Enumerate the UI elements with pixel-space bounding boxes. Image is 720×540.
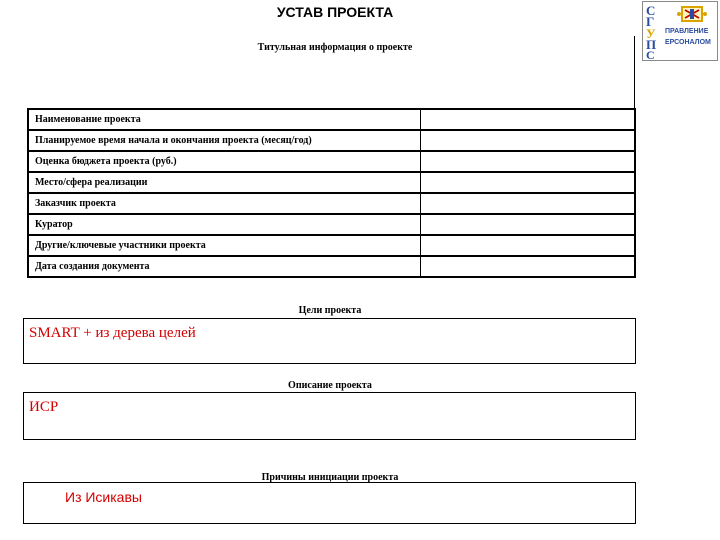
- logo-letter-4: П: [646, 37, 657, 52]
- row-value-field[interactable]: [421, 193, 635, 214]
- logo-letter-1: С: [646, 3, 656, 18]
- row-value-field[interactable]: [421, 235, 635, 256]
- row-label: Дата создания документа: [28, 256, 421, 277]
- crest-icon: [677, 6, 707, 22]
- table-row: [28, 130, 635, 151]
- reasons-box[interactable]: [23, 482, 636, 524]
- row-value-field[interactable]: [421, 214, 635, 235]
- table-row: [28, 214, 635, 235]
- goals-note: SMART + из дерева целей: [29, 325, 196, 341]
- row-label: Место/сфера реализации: [28, 172, 421, 193]
- title-info-heading: Титульная информация о проекте: [257, 42, 413, 53]
- description-note: ИСР: [29, 399, 59, 415]
- row-value-field[interactable]: [421, 130, 635, 151]
- row-label: Другие/ключевые участники проекта: [28, 235, 421, 256]
- table-row: [28, 235, 635, 256]
- table-row: [28, 151, 635, 172]
- row-value-field[interactable]: [421, 172, 635, 193]
- row-label: Планируемое время начала и окончания проекта (месяц/год): [28, 130, 421, 151]
- logo-letter-3: У: [646, 26, 656, 41]
- row-value-field[interactable]: [421, 109, 635, 130]
- table-row: [28, 172, 635, 193]
- document-title: УСТАВ ПРОЕКТА: [276, 4, 394, 20]
- row-label: Заказчик проекта: [28, 193, 421, 214]
- row-value-field[interactable]: [421, 256, 635, 277]
- logo-text-line2: ЕРСОНАЛОМ: [665, 39, 711, 46]
- logo-letter-2: Г: [646, 14, 655, 29]
- row-label: Оценка бюджета проекта (руб.): [28, 151, 421, 172]
- row-value-field[interactable]: [421, 151, 635, 172]
- reasons-heading: Причины инициации проекта: [261, 472, 399, 483]
- divider-line: [634, 36, 635, 110]
- reasons-note: Из Исикавы: [65, 489, 142, 505]
- table-row: [28, 193, 635, 214]
- row-label: Куратор: [28, 214, 421, 235]
- table-row: [28, 256, 635, 277]
- description-heading: Описание проекта: [288, 380, 372, 391]
- title-info-table: [27, 108, 636, 278]
- goals-heading: Цели проекта: [298, 305, 362, 316]
- description-box[interactable]: [23, 392, 636, 440]
- row-label: Наименование проекта: [28, 109, 421, 130]
- company-logo: [642, 1, 718, 61]
- goals-box[interactable]: [23, 318, 636, 364]
- logo-text-line1: ПРАВЛЕНИЕ: [665, 28, 709, 35]
- table-row: [28, 109, 635, 130]
- logo-letter-5: С: [646, 48, 655, 60]
